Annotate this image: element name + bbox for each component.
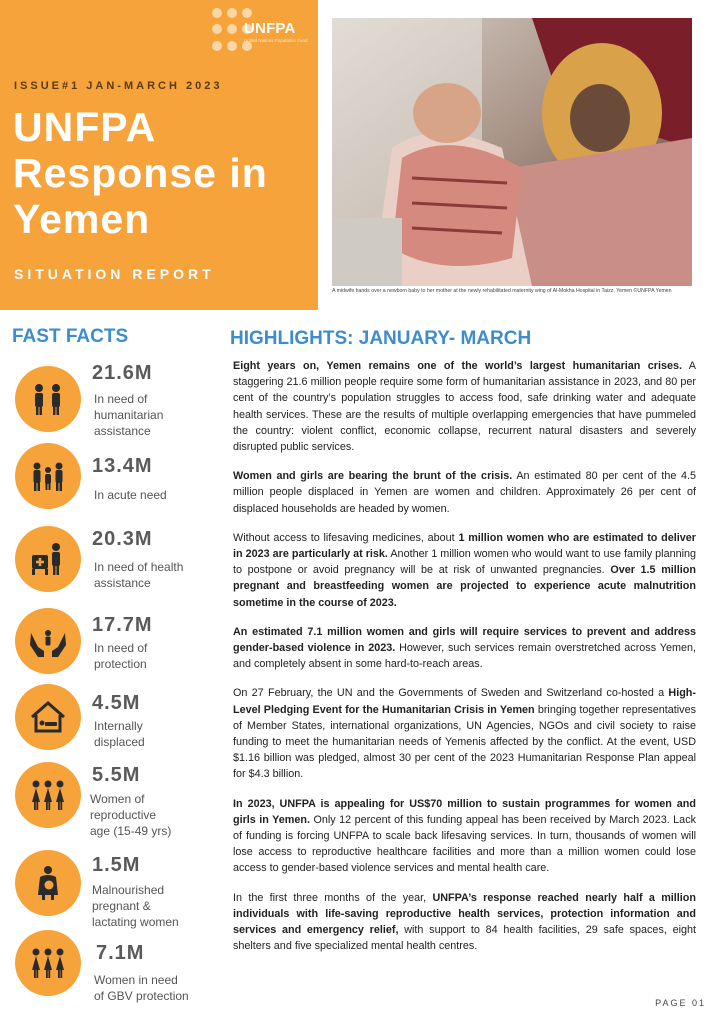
highlights-title: HIGHLIGHTS: JANUARY- MARCH	[230, 328, 532, 349]
fact-label-line: protection	[94, 657, 147, 671]
fact-number: 7.1M	[96, 942, 145, 964]
fact-label-line: In need of	[94, 392, 148, 406]
people-icon	[15, 366, 81, 432]
paragraph-text: However, such services remain overstretched across Yemen, and completely absent in some hard-to-reach areas.	[233, 642, 696, 671]
page-number: PAGE 01	[655, 998, 706, 1008]
fact-number: 20.3M	[92, 528, 153, 550]
fact-label-line: pregnant &	[92, 899, 151, 913]
fact-label	[94, 487, 214, 503]
fact-label	[92, 882, 212, 930]
cover-photo	[332, 18, 692, 286]
fact-number: 21.6M	[92, 362, 153, 384]
fact-label-line: Malnourished	[92, 883, 165, 897]
paragraph-text: In the first three months of the year,	[233, 891, 433, 904]
fact-item	[0, 688, 215, 768]
fact-label	[94, 718, 214, 750]
fact-item	[0, 762, 215, 842]
paragraph-text: Only 12 percent of this funding appeal has been received by March 2023. Lack of funding is forcing UNFPA to scale back lifesaving services. In turn, thousands of women will lose access to reproductive healthcare facilities and more than a million women could lose access to gender-based violence services and mental health care.	[233, 813, 696, 875]
logo-subtitle: United Nations Population Fund	[244, 38, 308, 43]
paragraph	[233, 358, 696, 455]
fact-label-line: displaced	[94, 735, 145, 749]
fact-label-line: In need of	[94, 641, 148, 655]
fact-label-line: of GBV protection	[94, 989, 189, 1003]
fact-number: 5.5M	[92, 764, 141, 786]
paragraph-text: Without access to lifesaving medicines, about	[233, 531, 459, 544]
paragraph-lead: In 2023, UNFPA is appealing for US$70 million to sustain programmes for women and girls in Yemen.	[233, 797, 696, 826]
title-line: UNFPA	[13, 104, 157, 150]
fast-facts-title: FAST FACTS	[12, 326, 129, 347]
fact-label	[94, 559, 214, 591]
fact-number: 17.7M	[92, 614, 153, 636]
fact-number: 13.4M	[92, 455, 153, 477]
logo-wordmark: UNFPA	[244, 20, 296, 37]
unfpa-logo	[212, 8, 312, 60]
fact-label	[94, 640, 214, 672]
paragraph-text: Another 1 million women who would want to use family planning to postpone or avoid pregnancy will be at risk of unwanted pregnancies.	[233, 548, 696, 577]
pregnant-woman-icon	[15, 850, 81, 916]
paragraph	[233, 624, 696, 673]
fact-item	[0, 606, 215, 686]
title-line: Response in	[13, 150, 268, 196]
fact-label-line: lactating women	[92, 915, 179, 929]
paragraph-emphasis: UNFPA’s response reached nearly half a million individuals with life-saving reproductive health services, protection information and services and emergency relief,	[233, 891, 696, 937]
fact-item	[0, 447, 215, 527]
photo-caption: A midwife hands over a newborn baby to her mother at the newly rehabilitated maternity wing of Al-Mokha Hospital in Taizz, Yemen ©UNFPA Yemen	[332, 288, 672, 294]
paragraph-emphasis: 1 million women who are estimated to deliver in 2023 are particularly at risk.	[233, 531, 696, 561]
fact-number: 4.5M	[92, 692, 141, 714]
paragraph-text: On 27 February, the UN and the Governments of Sweden and Switzerland co-hosted a	[233, 687, 669, 700]
paragraph-lead: Eight years on, Yemen remains one of the world’s largest humanitarian crises.	[233, 360, 682, 372]
paragraph-lead: Women and girls are bearing the brunt of the crisis.	[233, 470, 513, 483]
report-title	[13, 104, 303, 242]
fact-label-line: In acute need	[94, 488, 167, 502]
title-line: Yemen	[13, 196, 151, 242]
paragraph	[233, 796, 696, 877]
protecting-hands-icon	[15, 608, 81, 674]
fact-label	[94, 972, 214, 1004]
paragraph-lead: An estimated 7.1 million women and girls will require services to prevent and address gender-based violence in 2023.	[233, 625, 696, 655]
paragraph	[233, 530, 696, 611]
paragraph	[233, 685, 696, 782]
issue-label: ISSUE#1 JAN-MARCH 2023	[14, 80, 223, 92]
fact-item	[0, 362, 215, 442]
paragraph-text: A staggering 21.6 million people require some form of humanitarian assistance in 2023, and 80 per cent of the country’s population struggles to access food, safe drinking water and adequate health services. These are the results of multiple overlapping emergencies that have pummeled the country: violent conflict, economic collapse, recurrent natural disasters and severely disrupted public services.	[233, 360, 696, 454]
paragraph	[233, 890, 696, 955]
report-subtitle: SITUATION REPORT	[14, 266, 215, 282]
fact-item	[0, 938, 215, 1018]
fact-label-line: assistance	[94, 424, 151, 438]
displaced-shelter-icon	[15, 684, 81, 750]
women-group-icon	[15, 930, 81, 996]
fact-label	[90, 791, 210, 839]
paragraph-text: An estimated 80 per cent of the 4.5 million people displaced in Yemen are women and children. Approximately 26 per cent of displaced households are headed by women.	[233, 470, 696, 515]
fact-label	[94, 391, 214, 439]
fact-label-line: Internally	[94, 719, 143, 733]
paragraph	[233, 468, 696, 517]
paragraph-emphasis: High-Level Pledging Event for the Humanitarian Crisis in Yemen	[233, 687, 696, 716]
fact-label-line: reproductive	[90, 808, 157, 822]
fact-label-line: In need of health	[94, 560, 184, 574]
fact-item	[0, 522, 215, 602]
cover-banner	[0, 0, 318, 310]
fact-number: 1.5M	[92, 854, 141, 876]
health-worker-icon	[15, 526, 81, 592]
fact-label-line: Women in need	[94, 973, 178, 987]
women-icon	[15, 762, 81, 828]
fact-label-line: age (15-49 yrs)	[90, 824, 172, 838]
paragraph-text: with support to 84 health facilities, 29 safe spaces, eight shelters and five specialized mental health centres.	[233, 924, 696, 953]
fact-label-line: Women of	[90, 792, 145, 806]
fact-label-line: assistance	[94, 576, 151, 590]
highlights-body	[233, 358, 696, 968]
family-icon	[15, 443, 81, 509]
paragraph-text: bringing together representatives of Member States, international organizations, UN Agencies, NGOs and civil society to raise funding to meet the humanitarian needs of Yemenis affected by the conflict. At the event, USD $1.16 billion was pledged, almost 30 per cent of the 2023 Humanitarian Response Plan appeal for $4.3 billion.	[233, 703, 696, 781]
fact-item	[0, 852, 215, 932]
paragraph-emphasis: Over 1.5 million pregnant and breastfeeding women are projected to experience acute malnutrition sometime in the course of 2023.	[233, 564, 696, 609]
fact-label-line: humanitarian	[94, 408, 164, 422]
